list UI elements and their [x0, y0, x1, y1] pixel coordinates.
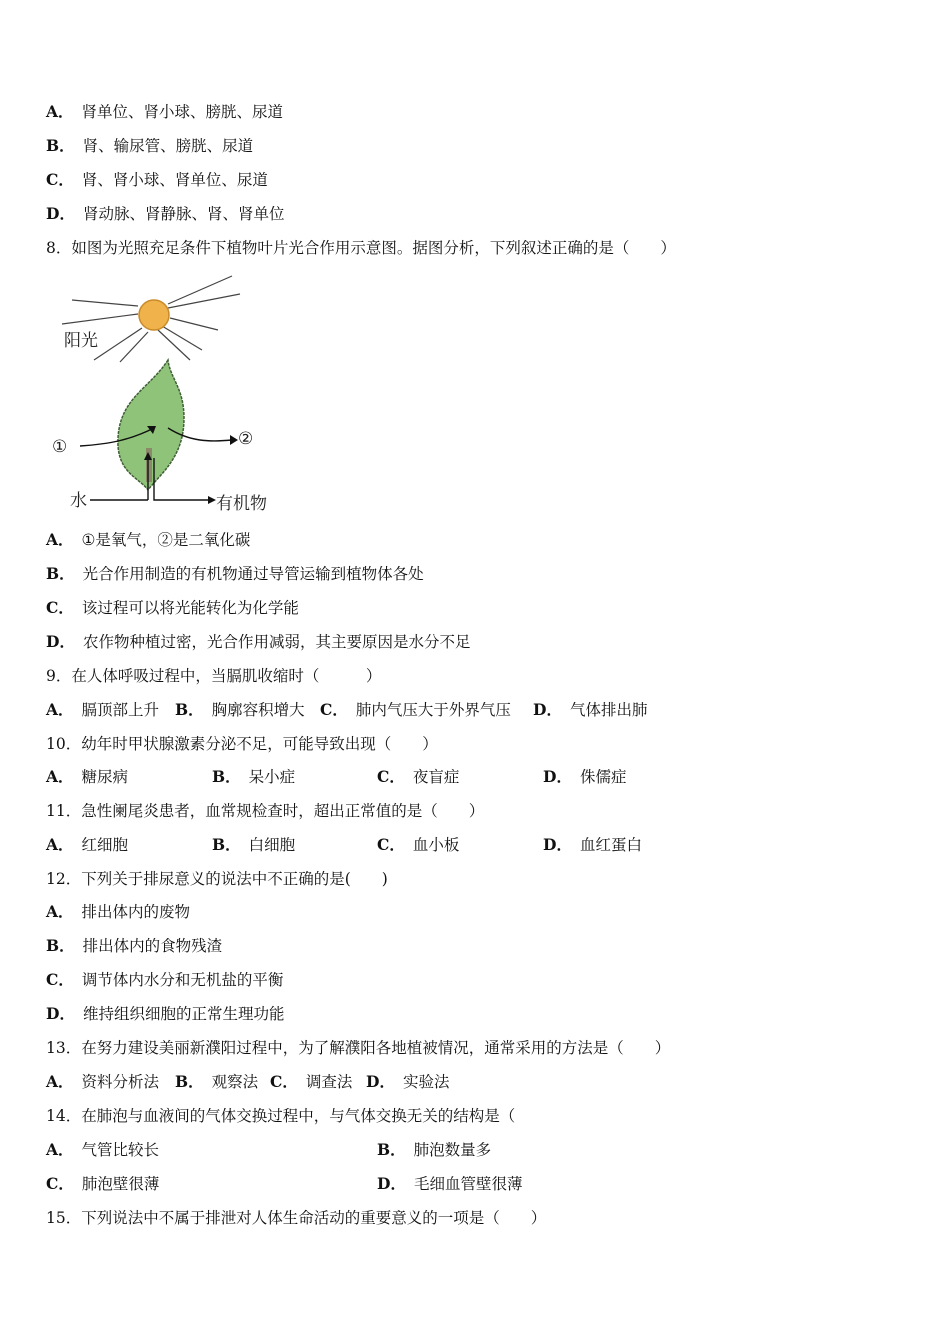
option-label: D． [377, 1174, 406, 1193]
option-text: 肺泡数量多 [413, 1141, 492, 1159]
organic-matter-label: 有机物 [216, 494, 267, 514]
q15-stem: 15．下列说法中不属于排泄对人体生命活动的重要意义的一项是（ ） [46, 1209, 547, 1227]
q12-option-c [46, 970, 283, 990]
option-text: 红细胞 [81, 836, 129, 854]
q9-option-a [46, 700, 159, 720]
option-label: A． [46, 1140, 74, 1159]
water-label: 水 [70, 491, 87, 511]
q8-option-b [46, 564, 424, 584]
option-label: C． [377, 835, 405, 854]
option-text: 调查法 [305, 1073, 353, 1091]
option-text: 实验法 [402, 1073, 450, 1091]
option-text: 农作物种植过密，光合作用减弱，其主要原因是水分不足 [82, 633, 471, 651]
q11-option-c [377, 835, 459, 855]
option-label: C． [46, 970, 74, 989]
q10-option-b [212, 767, 295, 787]
option-text: 糖尿病 [81, 768, 129, 786]
option-text: 血小板 [412, 836, 460, 854]
q11-option-a [46, 835, 128, 855]
option-text: 呆小症 [248, 768, 296, 786]
option-label: B． [46, 136, 75, 155]
sun-icon [139, 300, 169, 330]
q14-option-a [46, 1140, 159, 1160]
q14-option-d [377, 1174, 522, 1194]
option-text: 肾、肾小球、肾单位、尿道 [81, 171, 268, 189]
option-text: 气体排出肺 [569, 701, 648, 719]
q12-option-a [46, 902, 190, 922]
q14-option-c [46, 1174, 159, 1194]
q12-option-d [46, 1004, 284, 1024]
option-text: 夜盲症 [412, 768, 460, 786]
q13-option-b [175, 1072, 258, 1092]
option-text: 肺泡壁很薄 [81, 1175, 160, 1193]
option-label: A． [46, 835, 74, 854]
option-text: 毛细血管壁很薄 [413, 1175, 523, 1193]
q10-option-c [377, 767, 459, 787]
option-label: C． [46, 170, 74, 189]
option-label: C． [270, 1072, 298, 1091]
option-text: 气管比较长 [81, 1141, 160, 1159]
option-text: 维持组织细胞的正常生理功能 [82, 1005, 285, 1023]
option-label: A． [46, 530, 74, 549]
option-text: 肾、输尿管、膀胱、尿道 [82, 137, 254, 155]
option-label: C． [46, 1174, 74, 1193]
option-text: 膈顶部上升 [81, 701, 160, 719]
leaf-stem [146, 448, 152, 482]
option-text: 肺内气压大于外界气压 [355, 701, 511, 719]
q13-option-c [270, 1072, 352, 1092]
q13-option-a [46, 1072, 159, 1092]
option-text: 肾单位、肾小球、膀胱、尿道 [81, 103, 284, 121]
option-label: B． [212, 767, 241, 786]
q10-option-a [46, 767, 128, 787]
q13-stem: 13．在努力建设美丽新濮阳过程中，为了解濮阳各地植被情况，通常采用的方法是（ ） [46, 1039, 671, 1057]
q8-option-a [46, 530, 250, 550]
option-label: C． [377, 767, 405, 786]
option-text: 白细胞 [248, 836, 296, 854]
option-label: A． [46, 700, 74, 719]
option-text: 胸廓容积增大 [211, 701, 305, 719]
q7-option-a [46, 102, 283, 122]
option-label: A． [46, 102, 74, 121]
option-text: 该过程可以将光能转化为化学能 [81, 599, 299, 617]
q8-option-c [46, 598, 299, 618]
option-label: D． [533, 700, 562, 719]
option-label: D． [366, 1072, 395, 1091]
option-label: A． [46, 902, 74, 921]
option-text: 侏儒症 [579, 768, 627, 786]
q11-option-b [212, 835, 295, 855]
q14-stem: 14．在肺泡与血液间的气体交换过程中，与气体交换无关的结构是（ [46, 1107, 516, 1125]
q14-option-b [377, 1140, 491, 1160]
option-text: 肾动脉、肾静脉、肾、肾单位 [82, 205, 285, 223]
option-label: D． [46, 632, 75, 651]
q10-option-d [543, 767, 626, 787]
option-text: 排出体内的食物残渣 [82, 937, 223, 955]
sunlight-label: 阳光 [64, 331, 98, 351]
q9-option-c [320, 700, 511, 720]
q7-option-d [46, 204, 284, 224]
q12-option-b [46, 936, 222, 956]
q9-stem: 9．在人体呼吸过程中，当膈肌收缩时（ ） [46, 667, 382, 685]
q13-option-d [366, 1072, 449, 1092]
option-label: D． [543, 835, 572, 854]
option-label: B． [212, 835, 241, 854]
label-circled-1: ① [52, 437, 68, 457]
option-text: ①是氧气，②是二氧化碳 [81, 531, 251, 549]
option-text: 血红蛋白 [579, 836, 642, 854]
option-text: 光合作用制造的有机物通过导管运输到植物体各处 [82, 565, 424, 583]
q9-option-b [175, 700, 305, 720]
option-label: D． [543, 767, 572, 786]
option-label: B． [377, 1140, 406, 1159]
q11-option-d [543, 835, 642, 855]
option-label: B． [175, 1072, 204, 1091]
q7-option-c [46, 170, 268, 190]
option-text: 排出体内的废物 [81, 903, 191, 921]
option-label: B． [175, 700, 204, 719]
q7-option-b [46, 136, 253, 156]
label-circled-2: ② [238, 429, 254, 449]
photosynthesis-diagram [50, 268, 290, 518]
option-label: C． [46, 598, 74, 617]
option-label: C． [320, 700, 348, 719]
q12-stem: 12．下列关于排尿意义的说法中不正确的是( ) [46, 870, 388, 888]
option-text: 观察法 [211, 1073, 259, 1091]
q11-stem: 11．急性阑尾炎患者，血常规检查时，超出正常值的是（ ） [46, 802, 485, 820]
q10-stem: 10．幼年时甲状腺激素分泌不足，可能导致出现（ ） [46, 735, 438, 753]
option-label: B． [46, 936, 75, 955]
q8-option-d [46, 632, 470, 652]
option-label: D． [46, 204, 75, 223]
option-label: A． [46, 767, 74, 786]
option-text: 资料分析法 [81, 1073, 160, 1091]
option-text: 调节体内水分和无机盐的平衡 [81, 971, 284, 989]
q9-option-d [533, 700, 647, 720]
option-label: D． [46, 1004, 75, 1023]
option-label: B． [46, 564, 75, 583]
option-label: A． [46, 1072, 74, 1091]
q8-stem: 8．如图为光照充足条件下植物叶片光合作用示意图。据图分析，下列叙述正确的是（ ） [46, 239, 676, 257]
